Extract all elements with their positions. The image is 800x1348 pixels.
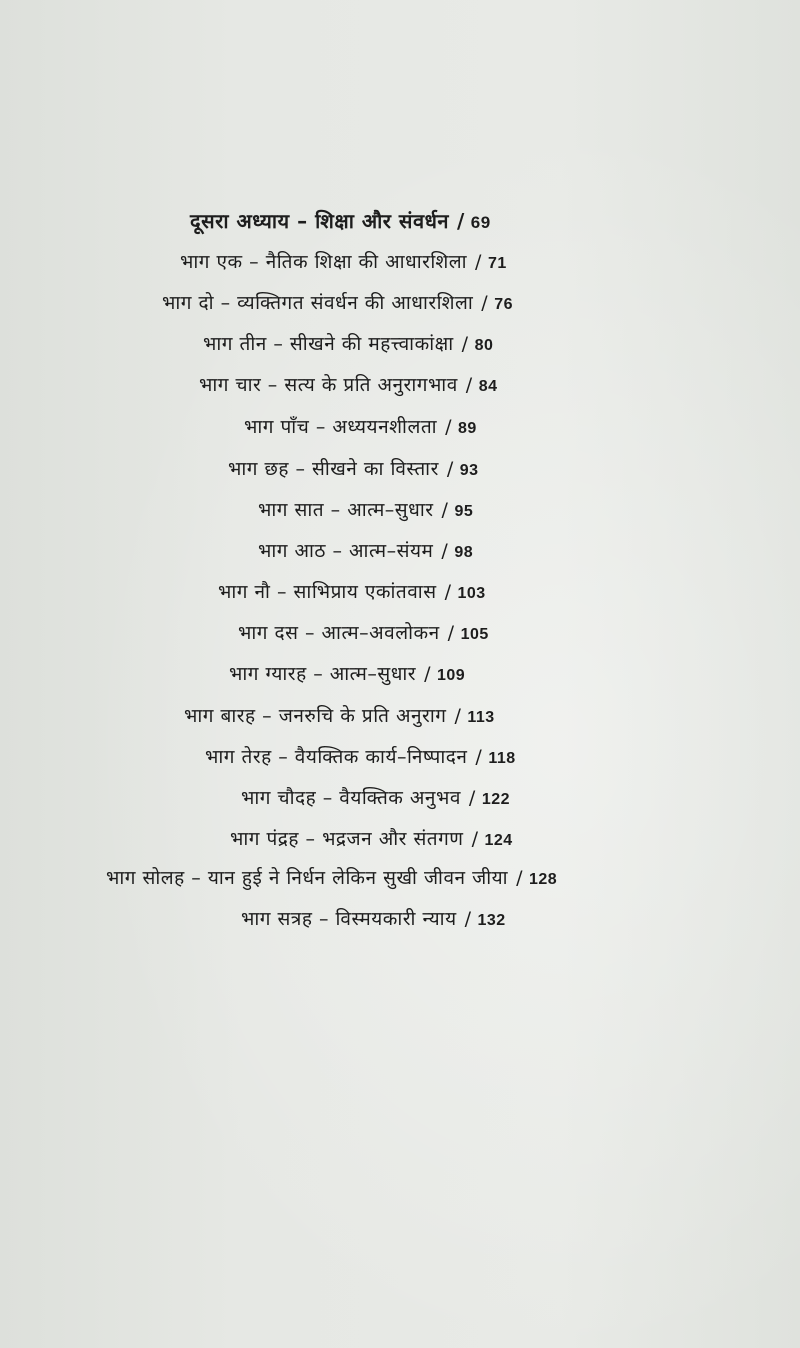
toc-entry <box>241 906 506 934</box>
toc-entry <box>244 414 477 442</box>
chapter-title: दूसरा अध्याय – शिक्षा और संवर्धन <box>190 209 449 233</box>
toc-entry <box>258 497 473 525</box>
entry-title: भाग तेरह – वैयक्तिक कार्य–निष्पादन <box>205 746 468 768</box>
separator: / <box>441 540 449 562</box>
separator: / <box>454 705 462 727</box>
page-number: 69 <box>470 213 491 232</box>
page-number: 118 <box>488 750 516 767</box>
entry-title: भाग दो – व्यक्तिगत संवर्धन की आधारशिला <box>162 292 474 314</box>
entry-title: भाग पाँच – अध्ययनशीलता <box>244 416 438 438</box>
separator: / <box>464 908 472 930</box>
toc-entry <box>229 661 465 689</box>
toc-entry <box>218 579 486 607</box>
separator: / <box>444 581 452 603</box>
entry-title: भाग आठ – आत्म–संयम <box>258 540 434 562</box>
separator: / <box>481 292 489 314</box>
separator: / <box>445 416 452 438</box>
separator: / <box>475 251 482 273</box>
page-number: 128 <box>529 871 558 888</box>
separator: / <box>475 746 483 768</box>
toc-entry <box>205 744 516 772</box>
entry-title: भाग ग्यारह – आत्म–सुधार <box>229 663 417 685</box>
page-number: 80 <box>474 337 494 354</box>
entry-title: भाग सोलह – यान हुई ने निर्धन लेकिन सुखी जीवन जीया <box>106 867 509 889</box>
entry-title: भाग छह – सीखने का विस्तार <box>228 458 439 480</box>
toc-entry <box>228 456 479 484</box>
entry-title: भाग सत्रह – विस्मयकारी न्याय <box>241 908 457 930</box>
entry-title: भाग एक – नैतिक शिक्षा की आधारशिला <box>180 251 468 273</box>
separator: / <box>447 622 455 644</box>
entry-title: भाग नौ – साभिप्राय एकांतवास <box>218 581 437 603</box>
page-number: 105 <box>460 626 489 643</box>
separator: / <box>465 374 473 396</box>
separator: / <box>424 663 431 685</box>
chapter-heading <box>190 208 491 236</box>
page-number: 109 <box>436 667 466 684</box>
toc-entry <box>230 826 513 854</box>
entry-title: भाग पंद्रह – भद्रजन और संतगण <box>230 828 464 850</box>
page-number: 89 <box>458 420 477 437</box>
entry-title: भाग तीन – सीखने की महत्त्वाकांक्षा <box>203 333 454 355</box>
toc-entry <box>241 785 510 813</box>
separator: / <box>461 333 469 355</box>
separator: / <box>468 787 476 809</box>
page-number: 71 <box>487 255 507 272</box>
separator: / <box>441 499 449 521</box>
toc-entry <box>106 865 557 893</box>
separator: / <box>446 458 454 480</box>
entry-title: भाग चार – सत्य के प्रति अनुरागभाव <box>199 374 458 396</box>
toc-entry <box>238 620 489 648</box>
separator: / <box>456 209 465 233</box>
entry-title: भाग सात – आत्म–सुधार <box>258 499 434 521</box>
separator: / <box>471 828 479 850</box>
toc-entry <box>184 703 495 731</box>
page-number: 124 <box>484 832 513 849</box>
entry-title: भाग दस – आत्म–अवलोकन <box>238 622 440 644</box>
toc-entry <box>199 372 498 400</box>
toc-entry <box>180 249 507 277</box>
toc-entry <box>203 331 493 359</box>
page-number: 95 <box>454 503 474 520</box>
page-number: 113 <box>467 709 495 726</box>
entry-title: भाग चौदह – वैयक्तिक अनुभव <box>241 787 461 809</box>
separator: / <box>516 867 523 889</box>
page-number: 122 <box>481 791 511 808</box>
page-number: 98 <box>454 544 474 561</box>
page-number: 132 <box>477 912 506 929</box>
page-number: 84 <box>478 378 498 395</box>
page-number: 93 <box>459 462 479 479</box>
toc-entry <box>258 538 473 566</box>
entry-title: भाग बारह – जनरुचि के प्रति अनुराग <box>184 705 447 727</box>
page-number: 76 <box>494 296 513 313</box>
toc-entry <box>162 290 513 318</box>
page-number: 103 <box>457 585 486 602</box>
